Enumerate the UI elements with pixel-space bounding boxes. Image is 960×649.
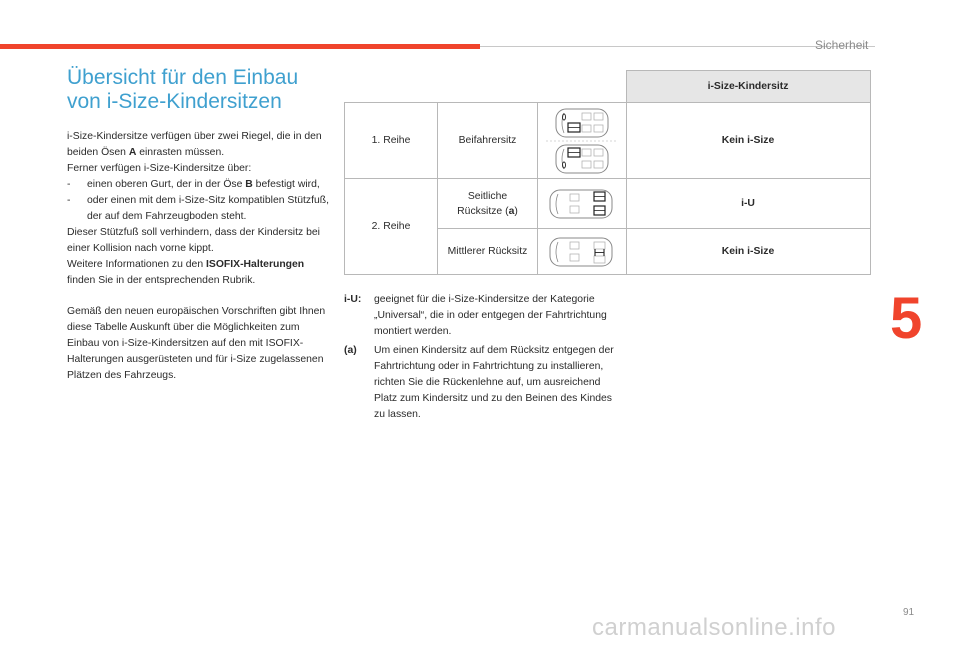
anchor-label-b: B — [245, 179, 253, 190]
car-top-view-icon — [542, 186, 622, 222]
text-run: ) — [514, 205, 518, 217]
note-text: Um einen Kindersitz auf dem Rücksitz entgegen der Fahrtrichtung oder in Fahrtrichtung zu installieren, richten Sie die Rückenlehne auf, um ausreichend Platz zum Kindersitz und zu den Beinen des Kindes zu lassen. — [374, 345, 614, 420]
paragraph-latches — [67, 129, 329, 161]
car-diagram-cell — [538, 103, 627, 179]
note-label: i-U: — [344, 294, 362, 305]
car-diagram-cell — [538, 179, 627, 229]
watermark: carmanualsonline.info — [592, 614, 836, 641]
footnote-marker: a — [508, 205, 515, 217]
list-item — [67, 177, 329, 193]
paragraph-regulation: Gemäß den neuen europäischen Vorschriften gibt Ihnen diese Tabelle Auskunft über die Möglichkeiten zum Einbau von i-Size-Kindersitzen auf den mit ISOFIX-Halterungen ausgerüsteten und für i-Size zugelassenen Plätzen des Fahrzeugs. — [67, 306, 326, 381]
note-item — [344, 292, 614, 340]
dash-marker: - — [67, 195, 71, 206]
title-line-2: von i-Size-Kindersitzen — [67, 90, 282, 113]
row-label: 1. Reihe — [345, 103, 438, 179]
dash-marker: - — [67, 179, 71, 190]
seat-position: Mittlerer Rücksitz — [438, 229, 538, 275]
car-diagram-cell — [538, 229, 627, 275]
seat-position: Beifahrersitz — [438, 103, 538, 179]
seat-table — [344, 70, 871, 275]
chapter-number: 5 — [890, 286, 923, 351]
anchor-label-a: A — [128, 147, 137, 158]
text-run: Seitliche — [467, 190, 508, 202]
note-item — [344, 343, 614, 423]
car-top-view-icon — [556, 145, 608, 173]
intro-text — [67, 129, 329, 289]
list-item — [67, 193, 329, 225]
paragraph-support-leg: Dieser Stützfuß soll verhindern, dass der Kindersitz bei einer Kollision nach vorne kippt. — [67, 227, 320, 254]
text-run: finden Sie in der entsprechenden Rubrik. — [67, 275, 256, 286]
text-run: Rücksitze ( — [457, 205, 509, 217]
section-title: Sicherheit — [815, 38, 869, 52]
intro-column — [67, 66, 329, 384]
car-top-view-icon — [542, 105, 622, 177]
text-run: befestigt wird, — [252, 179, 320, 190]
title-line-1: Übersicht für den Einbau — [67, 66, 299, 89]
header-accent-bar — [0, 44, 480, 49]
seat-position — [438, 179, 538, 229]
text-run: i-Size-Kindersitze verfügen über zwei Riegel, die in den beiden Ösen — [67, 131, 322, 158]
table-header: i-Size-Kindersitz — [626, 71, 870, 103]
compatibility-value: Kein i-Size — [626, 229, 870, 275]
paragraph-isofix — [67, 257, 329, 289]
table-header-row — [345, 71, 871, 103]
compatibility-value: Kein i-Size — [626, 103, 870, 179]
note-label: (a) — [344, 345, 357, 356]
table-notes — [344, 292, 614, 426]
table-row — [345, 179, 871, 229]
text-run: oder einen mit dem i-Size-Sitz kompatiblen Stützfuß, der auf dem Fahrzeugboden steht. — [87, 195, 329, 222]
page-number: 91 — [903, 607, 915, 618]
compatibility-value: i-U — [626, 179, 870, 229]
text-run: einen oberen Gurt, der in der Öse — [87, 179, 246, 190]
text-run: einrasten müssen. — [136, 147, 225, 158]
row-label: 2. Reihe — [345, 179, 438, 275]
car-top-view-icon — [542, 234, 622, 270]
car-top-view-icon — [556, 109, 608, 137]
text-run: Weitere Informationen zu den — [67, 259, 207, 270]
paragraph-features: Ferner verfügen i-Size-Kindersitze über: — [67, 163, 252, 174]
isofix-reference: ISOFIX-Halterungen — [206, 259, 305, 270]
note-text: geeignet für die i-Size-Kindersitze der Kategorie „Universal“, die in oder entgegen der Fahrtrichtung montiert werden. — [374, 294, 607, 337]
table-row — [345, 103, 871, 179]
page-title — [67, 66, 329, 114]
